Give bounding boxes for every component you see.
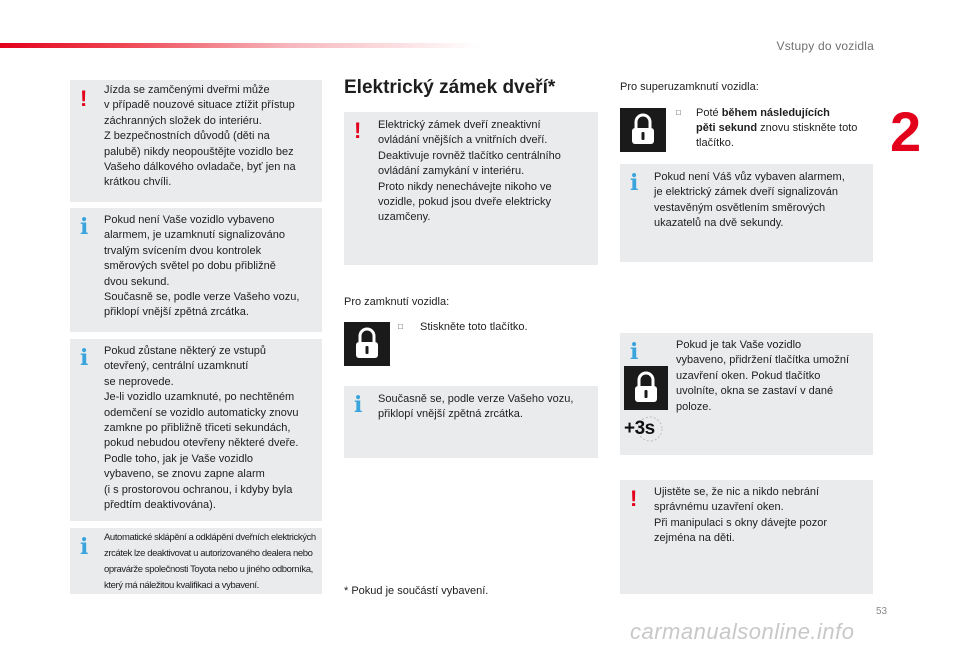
warning-box-window-safety (620, 480, 873, 594)
header-accent-bar (0, 43, 480, 48)
step-marker-icon: □ (398, 322, 403, 331)
section-title: Elektrický zámek dveří* (344, 77, 556, 98)
warning-text: Ujistěte se, že nic a nikdo nebrání správnému uzavření oken. Při manipulaci s okny dávejte pozor zejména na děti. (654, 486, 828, 545)
superlock-button-illustration (620, 108, 666, 152)
superlock-intro-text: Pro superuzamknutí vozidla: (620, 81, 759, 93)
step-marker-icon: □ (676, 108, 681, 117)
warning-text: Jízda se zamčenými dveřmi může v případě nouzové situace ztížit přístup záchranných složek do interiéru. Z bezpečnostních důvodů (děti na palubě) nikdy neopouštějte vozidlo bez Vašeho dálkového ovladače, byť jen na krátkou chvíli. (104, 84, 296, 189)
info-box-mirror-deactivation (70, 528, 322, 594)
info-box-open-access (70, 339, 322, 521)
info-icon: i (80, 534, 89, 560)
info-box-mirrors-fold (344, 386, 598, 458)
warning-text: Elektrický zámek dveří zneaktivní ovládání vnějších a vnitřních dveří. Deaktivuje rovněž tlačítko centrálního ovládání zamykání v interiéru. Proto nikdy nenechávejte nikoho ve vozidle, pokud jsou dveře elektricky uzamčeny. (378, 119, 561, 224)
page-section-title: Vstupy do vozidla (776, 39, 874, 53)
step-prefix: Poté (696, 107, 722, 119)
footnote: * Pokud je součástí vybavení. (344, 585, 489, 597)
info-icon: i (630, 339, 639, 365)
warning-box-door-locked-driving (70, 80, 322, 202)
warning-icon: ! (354, 118, 362, 143)
padlock-icon (624, 366, 668, 410)
info-text: Pokud není Váš vůz vybaven alarmem, je elektrický zámek dveří signalizován vestavěným osvětlením směrových ukazatelů na dvě sekundy. (654, 171, 845, 230)
info-text: Automatické sklápění a odklápění dveřních elektrických zrcátek lze deaktivovat u autorizovaného dealera nebo opravárže společnosti Toyota nebo u jiného odborníka, který má náležitou kvalifikaci a vybavení. (104, 532, 316, 591)
padlock-icon (344, 322, 390, 366)
warning-icon: ! (630, 486, 638, 511)
info-text: Pokud zůstane některý ze vstupů otevřený, centrální uzamknutí se neprovede. Je-li vozidlo uzamknuté, po nechtěném odemčení se vozidlo automaticky znovu zamkne po přibližně třiceti sekundách, pokud nebudou otevřeny některé dveře. Podle toho, jak je Vaše vozidlo vybaveno, se znovu zapne alarm (i s prostorovou ochranou, i kdyby byla předtím deaktivována). (104, 345, 299, 512)
info-box-no-alarm-signal (620, 164, 873, 262)
step-bold: během následujících pěti sekund (696, 107, 830, 134)
timer-label: +3s (624, 418, 655, 439)
page-number: 53 (876, 606, 888, 617)
warning-box-electric-lock (344, 112, 598, 265)
info-icon: i (80, 214, 89, 240)
hold-lock-button-illustration (624, 366, 668, 410)
info-text: Současně se, podle verze Vašeho vozu, přiklopí vnější zpětná zrcátka. (378, 393, 574, 421)
lock-intro-text: Pro zamknutí vozidla: (344, 296, 450, 308)
chapter-number: 2 (890, 100, 922, 163)
warning-icon: ! (80, 86, 88, 111)
watermark: carmanualsonline.info (630, 619, 855, 644)
lock-button-illustration (344, 322, 390, 366)
timer-badge (624, 414, 666, 444)
info-icon: i (630, 170, 639, 196)
info-text: Pokud není Vaše vozidlo vybaveno alarmem, je uzamknutí signalizováno trvalým svícením dvou kontrolek směrových světel po dobu přibližně dvou sekund. Současně se, podle verze Vašeho vozu, přiklopí vnější zpětná zrcátka. (104, 214, 300, 319)
step-suffix: znovu stiskněte toto tlačítko. (696, 122, 858, 149)
info-icon: i (80, 345, 89, 371)
padlock-icon (620, 108, 666, 152)
lock-step-text: Stiskněte toto tlačítko. (420, 321, 528, 333)
superlock-step-text (696, 106, 857, 151)
info-text: Pokud je tak Vaše vozidlo vybaveno, přidržení tlačítka umožní uzavření oken. Pokud tlačítko uvolníte, okna se zastaví v dané poloze. (676, 339, 850, 413)
info-box-lock-signal (70, 208, 322, 332)
info-icon: i (354, 392, 363, 418)
